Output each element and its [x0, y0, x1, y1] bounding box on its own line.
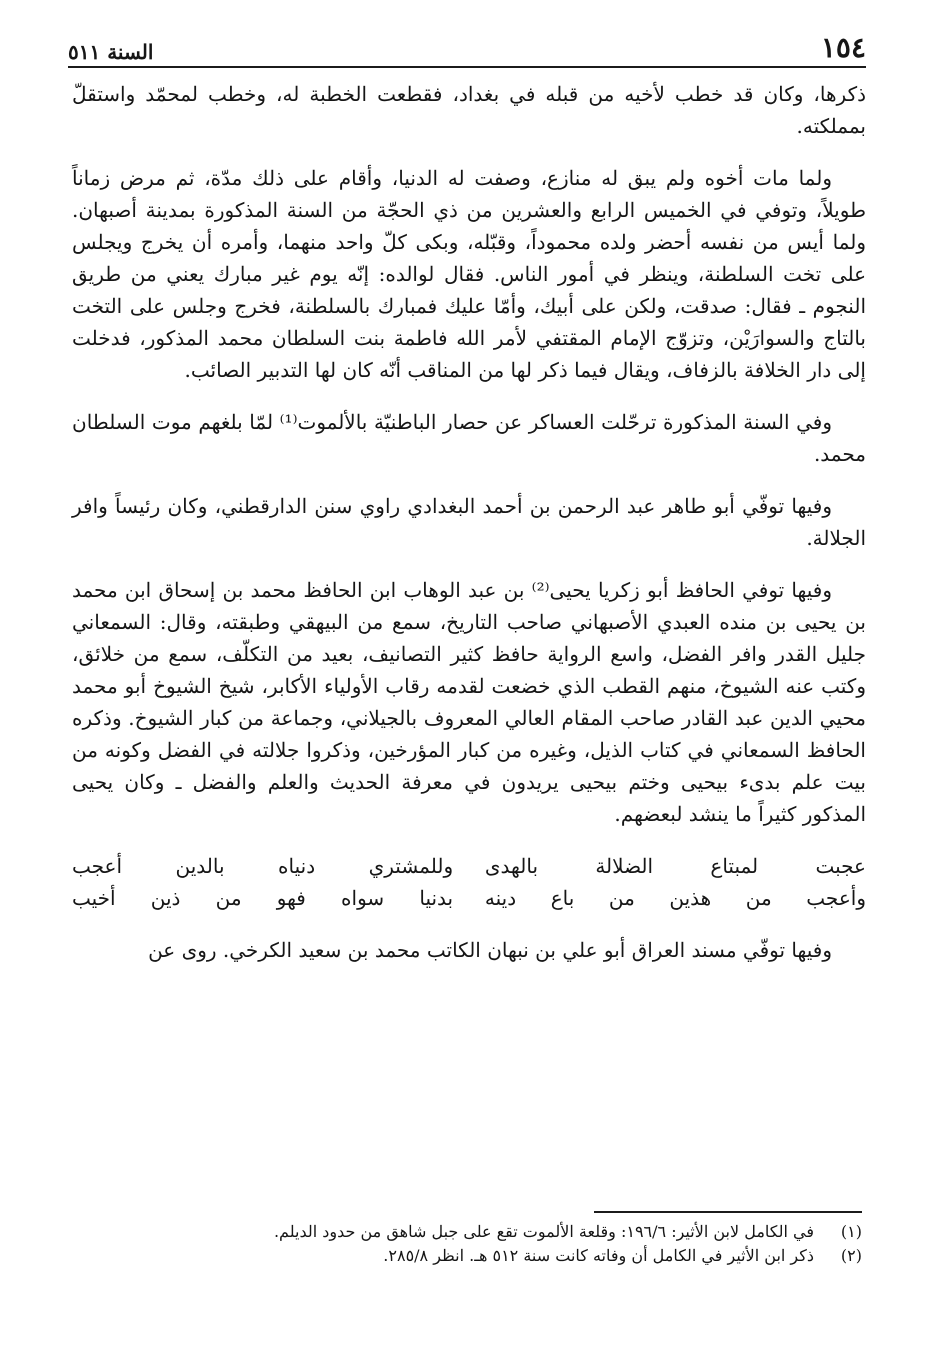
- footnote-2-text: ذكر ابن الأثير في الكامل أن وفاته كانت سنة ٥١٢ هـ. انظر ٢٨٥/٨.: [383, 1246, 814, 1265]
- paragraph-5: وفيها توفي الحافظ أبو زكريا يحيى⁽²⁾ بن عبد الوهاب ابن الحافظ محمد بن إسحاق ابن محمد بن يحيى بن منده العبدي الأصبهاني صاحب التاريخ، سمع من البيهقي وطبقته، وقال: السمعاني جليل القدر وافر الفضل، واسع الرواية حافظ كثير التصانيف، بعيد من التكلّف، سمع من خلائق، وكتب عنه الشيوخ، منهم القطب الذي خضعت لقدمه رقاب الأولياء الأكابر، شيخ الشيوخ أبو محمد محيي الدين عبد القادر صاحب المقام العالي المعروف بالجيلاني، وجماعة من كبار الشيوخ. وذكره الحافظ السمعاني في كتاب الذيل، وغيره من كبار المؤرخين، وذكروا جلالته في الفضل وكونه من بيت علم بدىء بيحيى وختم بيحيى يريدون في معرفة الحديث والعلم والفضل ـ وكان يحيى المذكور كثيراً ما ينشد لبعضهم.: [72, 578, 866, 826]
- page-header: [68, 22, 866, 68]
- page-number: ١٥٤: [820, 31, 866, 64]
- footnote-2: [92, 1244, 862, 1268]
- paragraph-4: وفيها توفّي أبو طاهر عبد الرحمن بن أحمد البغدادي راوي سنن الدارقطني، وكان رئيساً وافر الجلالة.: [72, 494, 866, 550]
- footnote-1: [92, 1220, 862, 1244]
- paragraph-2: ولما مات أخوه ولم يبق له منازع، وصفت له الدنيا، وأقام على ذلك مدّة، ثم مرض زماناً طويلاً، وتوفي في الخميس الرابع والعشرين من ذي الحجّة من السنة المذكورة بمدينة أصبهان. ولما أيس من نفسه أحضر ولده محموداً، وقبّله، وبكى كلّ واحد منهما، وأمره أن يخرج ويجلس على تخت السلطنة، وينظر في أمور الناس. فقال لوالده: إنّه يوم غير مبارك يعني من طريق النجوم ـ فقال: صدقت، ولكن على أبيك، وأمّا عليك فمبارك بالسلطنة، فخرج وجلس على التخت بالتاج والسوارَيْن، وتزوّج الإمام المقتفي لأمر الله فاطمة بنت السلطان محمد المذكور، فدخلت إلى دار الخلافة بالزفاف، ويقال فيما ذكر لها من المناقب أنّه كان لها التدبير الصائب.: [72, 166, 866, 382]
- poem: [72, 850, 866, 914]
- footnote-2-number: (٢): [840, 1246, 862, 1265]
- poem-line-1-right: عجبت لمبتاع الضلالة بالهدى: [484, 854, 866, 878]
- year-title: السنة ٥١١: [68, 40, 154, 64]
- poem-line-1: [72, 850, 866, 882]
- footnotes: [92, 1220, 862, 1268]
- poem-line-2: [72, 882, 866, 914]
- closing-paragraph: وفيها توفّي مسند العراق أبو علي بن نبهان الكاتب محمد بن سعيد الكرخي. روى عن: [148, 938, 832, 962]
- footnote-divider: [594, 1211, 862, 1213]
- footnote-1-text: في الكامل لابن الأثير: ١٩٦/٦: وقلعة الألموت تقع على جبل شاهق من حدود الديلم.: [273, 1222, 814, 1241]
- paragraph-3: وفي السنة المذكورة ترحّلت العساكر عن حصار الباطنيّة بالألموت⁽¹⁾ لمّا بلغهم موت السلطان محمد.: [72, 410, 866, 466]
- footnote-1-number: (١): [840, 1222, 862, 1241]
- poem-line-2-right: وأعجب من هذين من باع دينه: [484, 886, 866, 910]
- poem-line-1-left: وللمشتري دنياه بالدين أعجب: [72, 854, 454, 878]
- main-text: [72, 78, 866, 986]
- paragraph-1: ذكرها، وكان قد خطب لأخيه من قبله في بغداد، فقطعت الخطبة له، وخطب لمحمّد واستقلّ بمملكته.: [72, 82, 866, 138]
- poem-line-2-left: بدنيا سواه فهو من ذين أخيب: [72, 886, 454, 910]
